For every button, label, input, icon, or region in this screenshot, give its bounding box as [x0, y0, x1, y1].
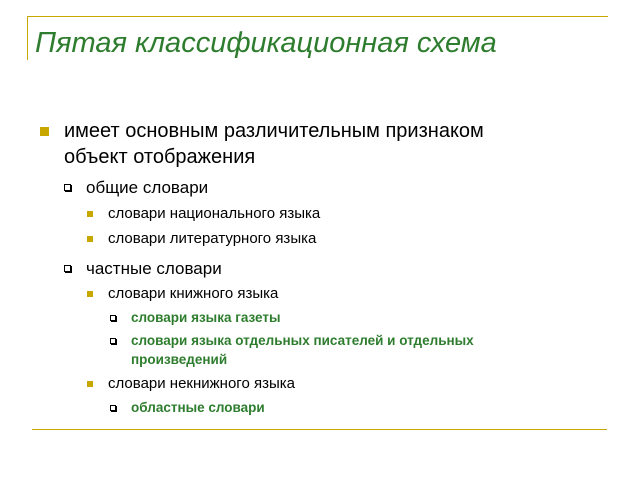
- filled-square-icon: [87, 381, 93, 387]
- bottom-divider: [32, 429, 607, 430]
- filled-square-icon: [87, 236, 93, 242]
- bullet-text-general-national: словари национального языка: [108, 205, 321, 222]
- bullet-text-bookish: словари книжного языка: [108, 285, 279, 302]
- bullet-text-main-line2: объект отображения: [64, 146, 256, 168]
- bullet-text-bookish-writers-line1: словари языка отдельных писателей и отдельных: [131, 333, 474, 348]
- bullet-text-general-literary: словари литературного языка: [108, 230, 317, 247]
- bullet-text-particular: частные словари: [86, 259, 222, 278]
- hollow-box-icon: [110, 338, 116, 344]
- hollow-box-icon: [110, 405, 116, 411]
- slide-title: Пятая классификационная схема: [35, 27, 497, 59]
- top-divider: [27, 16, 608, 17]
- bullet-text-general: общие словари: [86, 178, 209, 197]
- hollow-box-icon: [64, 184, 71, 191]
- filled-square-icon: [87, 291, 93, 297]
- bullet-text-bookish-writers-line2: произведений: [131, 352, 228, 367]
- bullet-text-bookish-newspaper: словари языка газеты: [131, 310, 281, 325]
- filled-square-icon: [40, 127, 49, 136]
- bullet-text-nonbookish: словари некнижного языка: [108, 375, 295, 392]
- title-accent-line: [27, 16, 28, 60]
- filled-square-icon: [87, 211, 93, 217]
- hollow-box-icon: [64, 265, 71, 272]
- bullet-text-nonbookish-regional: областные словари: [131, 400, 265, 415]
- bullet-text-main-line1: имеет основным различительным признаком: [64, 120, 484, 142]
- hollow-box-icon: [110, 315, 116, 321]
